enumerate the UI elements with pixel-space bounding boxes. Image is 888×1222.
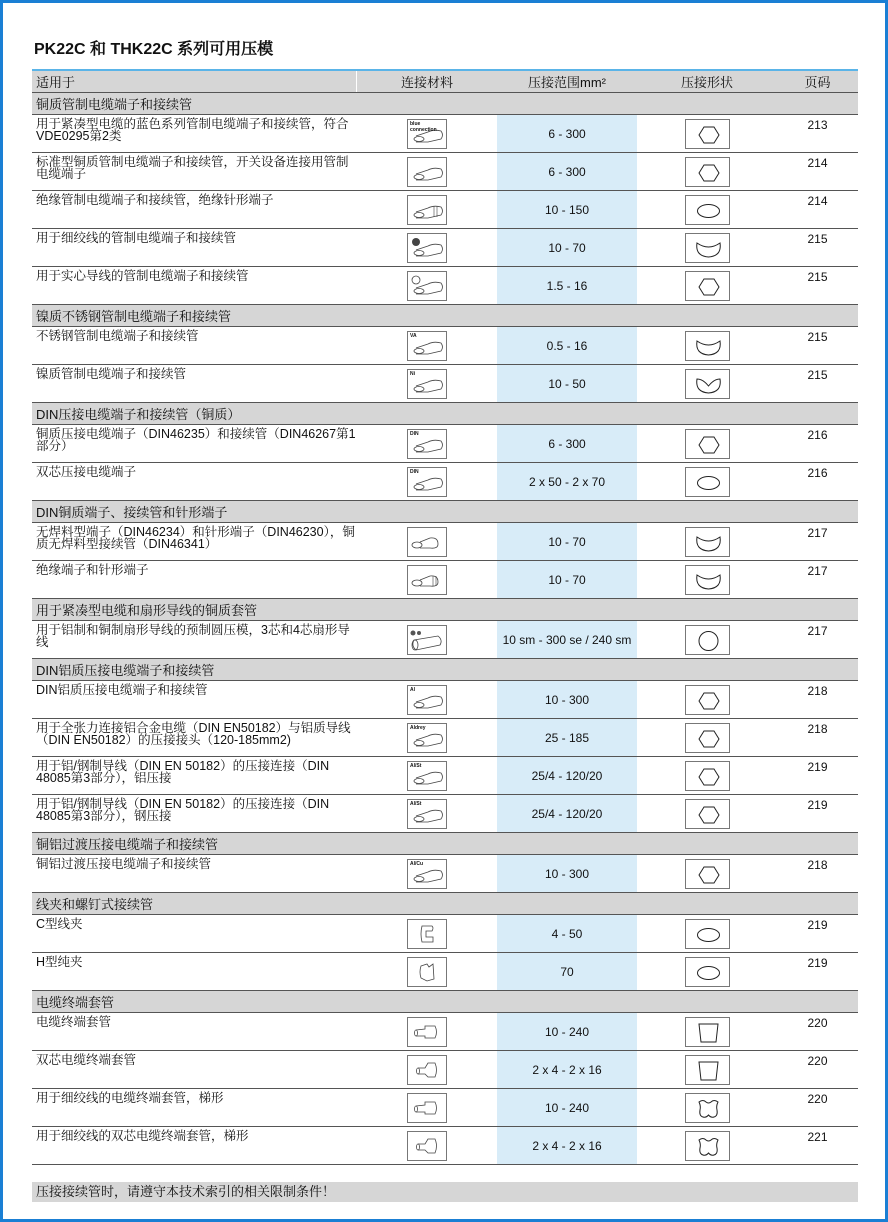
material-label: Ni [410, 370, 415, 377]
material-cell [357, 1051, 497, 1088]
table-row [32, 1089, 858, 1127]
cable-lug-icon [407, 799, 447, 829]
applies-to-cell: 双芯电缆终端套管 [36, 1053, 137, 1067]
shape-cell [637, 855, 777, 892]
material-cell [357, 1089, 497, 1126]
range-cell: 70 [497, 953, 637, 990]
cable-lug-icon [407, 331, 447, 361]
hexagon-shape-icon [685, 119, 730, 149]
shape-cell [637, 229, 777, 266]
range-cell: 10 - 300 [497, 855, 637, 892]
h-clamp-icon [407, 957, 447, 987]
applies-to-cell: 绝缘端子和针形端子 [36, 563, 149, 577]
page-cell: 217 [807, 564, 828, 578]
shape-cell [637, 523, 777, 560]
page-cell: 220 [807, 1016, 828, 1030]
applies-to-cell: 标准型铜质管制电缆端子和接续管，开关设备连接用管制电缆端子 [36, 155, 349, 181]
table-row [32, 365, 858, 403]
applies-to-cell: 用于铝制和铜制扇形导线的预制圆压模，3芯和4芯扇形导线 [36, 623, 350, 649]
crescent-shape-icon [685, 565, 730, 595]
applies-to-cell: 绝缘管制电缆端子和接续管，绝缘针形端子 [36, 193, 274, 207]
material-cell [357, 561, 497, 598]
applies-to-cell: 铜铝过渡压接电缆端子和接续管 [36, 857, 212, 871]
applies-to-cell: 用于实心导线的管制电缆端子和接续管 [36, 269, 249, 283]
table-row [32, 757, 858, 795]
group-header-row: DIN压接电缆端子和接续管（铜质） [32, 403, 858, 425]
applies-to-cell: 用于细绞线的管制电缆端子和接续管 [36, 231, 237, 245]
sleeve-icon [407, 625, 447, 655]
header-page: 页码 [804, 75, 831, 90]
applies-to-cell: 铜质压接电缆端子（DIN46235）和接续管（DIN46267第1部分） [36, 427, 356, 453]
c-clamp-icon [407, 919, 447, 949]
shape-cell [637, 1051, 777, 1088]
material-cell [357, 365, 497, 402]
shape-cell [637, 267, 777, 304]
table-row [32, 1127, 858, 1165]
table-row [32, 855, 858, 893]
shape-cell [637, 561, 777, 598]
range-cell: 25/4 - 120/20 [497, 757, 637, 794]
material-label: DIN [410, 468, 419, 475]
material-cell [357, 719, 497, 756]
trapezoid-shape-icon [685, 1017, 730, 1047]
table-row [32, 621, 858, 659]
trapezoid-shape-icon [685, 1055, 730, 1085]
cable-lug-icon [407, 761, 447, 791]
range-cell: 2 x 4 - 2 x 16 [497, 1051, 637, 1088]
material-label: Aldrey [410, 724, 426, 731]
range-cell: 10 - 70 [497, 523, 637, 560]
hexagon-shape-icon [685, 157, 730, 187]
crescent-shape-icon [685, 233, 730, 263]
page-title: PK22C 和 THK22C 系列可用压模 [34, 41, 274, 58]
page-cell: 217 [807, 624, 828, 638]
range-cell: 6 - 300 [497, 425, 637, 462]
page-cell: 219 [807, 956, 828, 970]
hexagon-shape-icon [685, 859, 730, 889]
material-cell [357, 523, 497, 560]
table-row [32, 953, 858, 991]
cable-lug-icon [407, 723, 447, 753]
page-cell: 220 [807, 1054, 828, 1068]
ferrule-icon [407, 1093, 447, 1123]
range-cell: 10 - 240 [497, 1013, 637, 1050]
page-cell: 215 [807, 330, 828, 344]
applies-to-cell: 用于细绞线的双芯电缆终端套管，梯形 [36, 1129, 249, 1143]
material-cell [357, 1127, 497, 1164]
cable-lug-icon [407, 369, 447, 399]
group-header-row: 铜质管制电缆端子和接续管 [32, 93, 858, 115]
material-cell [357, 915, 497, 952]
insulated-ring-terminal-icon [407, 565, 447, 595]
table-row [32, 795, 858, 833]
range-cell: 10 - 150 [497, 191, 637, 228]
range-cell: 25 - 185 [497, 719, 637, 756]
bimetal-lug-icon [407, 859, 447, 889]
material-cell [357, 621, 497, 658]
range-cell: 4 - 50 [497, 915, 637, 952]
applies-to-cell: 用于铝/钢制导线（DIN EN 50182）的压接连接（DIN 48085第3部分），铝压接 [36, 759, 330, 785]
material-label: Al/Cu [410, 860, 424, 867]
range-cell: 1.5 - 16 [497, 267, 637, 304]
group-header-row: 用于紧凑型电缆和扇形导线的铜质套管 [32, 599, 858, 621]
twin-ferrule-icon [407, 1131, 447, 1161]
hexagon-shape-icon [685, 429, 730, 459]
material-cell [357, 463, 497, 500]
page-cell: 215 [807, 368, 828, 382]
wavy-trapezoid-shape-icon [685, 1093, 730, 1123]
material-cell [357, 855, 497, 892]
page-cell: 215 [807, 232, 828, 246]
page-cell: 217 [807, 526, 828, 540]
group-header-row: 铜铝过渡压接电缆端子和接续管 [32, 833, 858, 855]
table-row [32, 425, 858, 463]
table-row [32, 1051, 858, 1089]
oval-shape-icon [685, 195, 730, 225]
ring-terminal-icon [407, 527, 447, 557]
shape-cell [637, 1089, 777, 1126]
shape-cell [637, 621, 777, 658]
material-cell [357, 795, 497, 832]
applies-to-cell: C型线夹 [36, 917, 83, 931]
table-row [32, 267, 858, 305]
solid-conductor-lug-icon [407, 271, 447, 301]
page-cell: 214 [807, 194, 828, 208]
table-row [32, 681, 858, 719]
footer-note: 压接接续管时，请遵守本技术索引的相关限制条件！ [32, 1182, 858, 1202]
hexagon-shape-icon [685, 271, 730, 301]
range-cell: 10 - 50 [497, 365, 637, 402]
header-range: 压接范围mm² [528, 75, 606, 90]
range-cell: 25/4 - 120/20 [497, 795, 637, 832]
table-row [32, 915, 858, 953]
wavy-trapezoid-shape-icon [685, 1131, 730, 1161]
material-cell [357, 425, 497, 462]
applies-to-cell: 用于铝/钢制导线（DIN EN 50182）的压接连接（DIN 48085第3部分），钢压接 [36, 797, 330, 823]
applies-to-cell: 不锈钢管制电缆端子和接续管 [36, 329, 199, 343]
material-cell [357, 327, 497, 364]
page-cell: 215 [807, 270, 828, 284]
shape-cell [637, 153, 777, 190]
circle-shape-icon [685, 625, 730, 655]
page-cell: 219 [807, 918, 828, 932]
page-cell: 218 [807, 684, 828, 698]
material-cell [357, 681, 497, 718]
shape-cell [637, 327, 777, 364]
shape-cell [637, 681, 777, 718]
table-row [32, 153, 858, 191]
group-header-row: DIN铜质端子、接续管和针形端子 [32, 501, 858, 523]
material-cell [357, 757, 497, 794]
table-row [32, 719, 858, 757]
shape-cell [637, 425, 777, 462]
range-cell: 10 - 240 [497, 1089, 637, 1126]
page-cell: 218 [807, 722, 828, 736]
shape-cell [637, 1013, 777, 1050]
page-cell: 216 [807, 428, 828, 442]
page-cell: 221 [807, 1130, 828, 1144]
applies-to-cell: 无焊料型端子（DIN46234）和针形端子（DIN46230），铜质无焊料型接续管（DIN46341） [36, 525, 355, 551]
shape-cell [637, 1127, 777, 1164]
die-table [32, 69, 858, 1165]
oval-shape-icon [685, 467, 730, 497]
hexagon-shape-icon [685, 799, 730, 829]
page-cell: 214 [807, 156, 828, 170]
table-header [32, 71, 858, 93]
header-applies-to: 适用于 [32, 71, 357, 92]
material-label: blue connection [410, 120, 437, 133]
table-row [32, 523, 858, 561]
range-cell: 6 - 300 [497, 153, 637, 190]
group-header-row: DIN铝质压接电缆端子和接续管 [32, 659, 858, 681]
range-cell: 2 x 4 - 2 x 16 [497, 1127, 637, 1164]
page-cell: 216 [807, 466, 828, 480]
applies-to-cell: 用于全张力连接铝合金电缆（DIN EN50182）与铝质导线（DIN EN50182）的压接接头（120-185mm2) [36, 721, 351, 747]
material-cell [357, 953, 497, 990]
cable-lug-icon [407, 467, 447, 497]
oval-shape-icon [685, 957, 730, 987]
shape-cell [637, 953, 777, 990]
table-row [32, 327, 858, 365]
shape-cell [637, 115, 777, 152]
applies-to-cell: 双芯压接电缆端子 [36, 465, 137, 479]
applies-to-cell: H型纯夹 [36, 955, 83, 969]
table-row [32, 229, 858, 267]
fine-strand-lug-icon [407, 233, 447, 263]
group-header-row: 线夹和螺钉式接续管 [32, 893, 858, 915]
range-cell: 10 sm - 300 se / 240 sm [497, 621, 637, 658]
cable-lug-icon [407, 685, 447, 715]
material-cell [357, 229, 497, 266]
group-header-row: 电缆终端套管 [32, 991, 858, 1013]
hexagon-shape-icon [685, 723, 730, 753]
range-cell: 10 - 70 [497, 229, 637, 266]
page-cell: 218 [807, 858, 828, 872]
table-body [32, 93, 858, 1165]
page-cell: 219 [807, 798, 828, 812]
header-material: 连接材料 [400, 75, 453, 90]
oval-shape-icon [685, 919, 730, 949]
applies-to-cell: 镍质管制电缆端子和接续管 [36, 367, 187, 381]
shape-cell [637, 463, 777, 500]
crescent-shape-icon [685, 527, 730, 557]
material-cell [357, 1013, 497, 1050]
material-label: VA [410, 332, 417, 339]
shape-cell [637, 915, 777, 952]
material-label: Al/St [410, 800, 422, 807]
applies-to-cell: 电缆终端套管 [36, 1015, 112, 1029]
applies-to-cell: 用于紧凑型电缆的蓝色系列管制电缆端子和接续管，符合VDE0295第2类 [36, 117, 349, 143]
material-label: DIN [410, 430, 419, 437]
group-header-row: 镍质不锈钢管制电缆端子和接续管 [32, 305, 858, 327]
range-cell: 0.5 - 16 [497, 327, 637, 364]
range-cell: 10 - 70 [497, 561, 637, 598]
twin-ferrule-icon [407, 1055, 447, 1085]
range-cell: 6 - 300 [497, 115, 637, 152]
range-cell: 10 - 300 [497, 681, 637, 718]
v-crescent-shape-icon [685, 369, 730, 399]
cable-lug-icon [407, 119, 447, 149]
page-cell: 213 [807, 118, 828, 132]
applies-to-cell: 用于细绞线的电缆终端套管，梯形 [36, 1091, 224, 1105]
shape-cell [637, 757, 777, 794]
material-cell [357, 191, 497, 228]
cable-lug-icon [407, 429, 447, 459]
material-cell [357, 153, 497, 190]
hexagon-shape-icon [685, 685, 730, 715]
table-row [32, 463, 858, 501]
material-cell [357, 115, 497, 152]
shape-cell [637, 719, 777, 756]
shape-cell [637, 365, 777, 402]
page-cell: 220 [807, 1092, 828, 1106]
hexagon-shape-icon [685, 761, 730, 791]
ferrule-icon [407, 1017, 447, 1047]
table-row [32, 191, 858, 229]
shape-cell [637, 191, 777, 228]
table-row [32, 115, 858, 153]
shape-cell [637, 795, 777, 832]
insulated-lug-icon [407, 195, 447, 225]
applies-to-cell: DIN铝质压接电缆端子和接续管 [36, 683, 208, 697]
table-row [32, 1013, 858, 1051]
range-cell: 2 x 50 - 2 x 70 [497, 463, 637, 500]
page-cell: 219 [807, 760, 828, 774]
material-label: Al/St [410, 762, 422, 769]
material-label: Al [410, 686, 415, 693]
material-cell [357, 267, 497, 304]
table-row [32, 561, 858, 599]
crescent-shape-icon [685, 331, 730, 361]
header-shape: 压接形状 [680, 75, 733, 90]
cable-lug-icon [407, 157, 447, 187]
